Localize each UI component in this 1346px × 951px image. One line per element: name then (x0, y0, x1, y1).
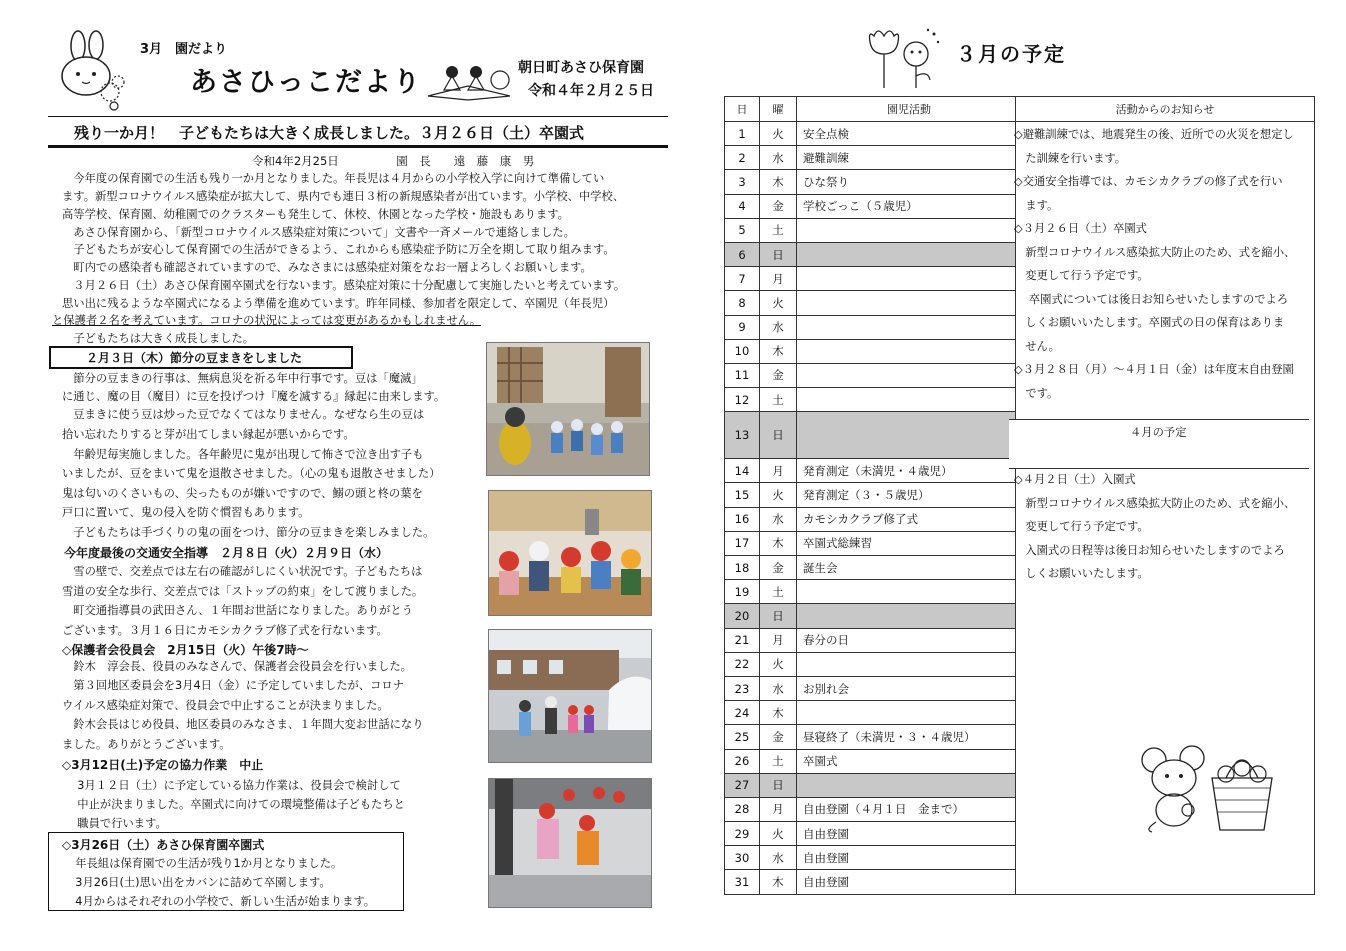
coop-line: 職員で行います。 (66, 817, 167, 830)
march-note-line: です。 (1014, 386, 1059, 400)
row-activity (797, 218, 1016, 242)
row-weekday: 日 (760, 773, 797, 797)
row-weekday: 水 (760, 846, 797, 870)
intro-line: 今年度の保育園での生活も残り一か月となりました。年長児は４月からの小学校入学に向けて準備してい (62, 172, 605, 185)
intro-line: ３月２６日（土）あさひ保育園卒園式を行ないます。感染症対策に十分配慮して実施したいと考えています。 (62, 279, 626, 292)
row-weekday: 金 (760, 556, 797, 580)
row-day: 11 (725, 363, 760, 387)
row-weekday: 火 (760, 122, 797, 146)
march-note-line: せん。 (1014, 339, 1060, 353)
row-activity: 発育測定（未満児・４歳児） (797, 459, 1016, 483)
graduation-line: 4月からはそれぞれの小学校で、新しい生活が始まります。 (64, 895, 376, 908)
mamemaki-title: ２月３日（木）節分の豆まきをしました (86, 351, 303, 365)
intro-line: 子どもたちは大きく成長しました。 (62, 332, 255, 345)
row-weekday: 火 (760, 483, 797, 507)
april-note-line: 入園式の日程等は後日お知らせいたしますのでよろ (1014, 543, 1285, 557)
row-weekday: 月 (760, 797, 797, 821)
intro-line: ます。新型コロナウイルス感染症が拡大して、県内でも連日３桁の新規感染者が出ています。小学校、中学校、 (62, 190, 625, 203)
header-activity: 園児活動 (797, 97, 1016, 122)
april-notes (1014, 468, 1295, 586)
row-activity: 発育測定（３・５歳児） (797, 483, 1016, 507)
month-label: 3月 園だより (140, 42, 228, 57)
graduation-title: ◇3月26日（土）あさひ保育園卒園式 (62, 838, 265, 852)
row-day: 12 (725, 388, 760, 412)
row-activity: 昼寝終了（未満児・３・４歳児） (797, 725, 1016, 749)
march-note-line: ◇３月２６日（土）卒園式 (1014, 222, 1147, 235)
row-activity: 春分の日 (797, 628, 1016, 652)
row-weekday: 火 (760, 652, 797, 676)
march-note-line: 変更して行う予定です。 (1014, 269, 1149, 282)
row-activity: 避難訓練 (797, 146, 1016, 170)
traffic-safety-photo (488, 629, 652, 763)
flower-illustration (864, 24, 944, 92)
march-note-line: ◇交通安全指導では、カモシカクラブの修了式を行い (1014, 175, 1283, 188)
row-day: 9 (725, 315, 760, 339)
row-day: 29 (725, 822, 760, 846)
issue-date: 令和４年２月２５日 (528, 83, 654, 99)
row-day: 31 (725, 870, 760, 894)
row-day: 30 (725, 846, 760, 870)
row-weekday: 土 (760, 388, 797, 412)
mamemaki-line: 節分の豆まきの行事は、無病息災を祈る年中行事です。豆は「魔滅」 (62, 372, 423, 385)
row-weekday: 日 (760, 604, 797, 628)
april-note-line: 新型コロナウイルス感染拡大防止のため、式を縮小、 (1014, 496, 1296, 510)
row-day: 28 (725, 797, 760, 821)
row-day: 22 (725, 652, 760, 676)
row-weekday: 水 (760, 507, 797, 531)
row-weekday: 木 (760, 170, 797, 194)
mamemaki-line: 戸口に置いて、鬼の侵入を防ぐ慣習もあります。 (62, 506, 310, 519)
row-day: 20 (725, 604, 760, 628)
march-notes (1014, 123, 1295, 405)
row-activity (797, 412, 1016, 459)
header-day: 日 (725, 97, 760, 122)
organization-name: 朝日町あさひ保育園 (518, 60, 644, 76)
mamemaki-line: 拾い忘れたりすると芽が出てしまい縁起が悪いからです。 (62, 428, 355, 441)
row-weekday: 金 (760, 725, 797, 749)
coop-line: 中止が決まりました。卒園式に向けての環境整備は子どもたちと (66, 798, 405, 811)
row-activity (797, 652, 1016, 676)
row-day: 10 (725, 339, 760, 363)
row-weekday: 土 (760, 580, 797, 604)
april-note-line: しくお願いいたします。 (1014, 567, 1149, 580)
guardian-line: ました。ありがとうございます。 (62, 738, 231, 751)
april-note-line: ◇４月２日（土）入園式 (1014, 473, 1136, 486)
row-day: 16 (725, 507, 760, 531)
april-note-line: 変更して行う予定です。 (1014, 520, 1149, 533)
traffic-line: 町交通指導員の武田さん、１年間お世話になりました。ありがとう (62, 604, 413, 617)
guardian-line: ウイルス感染症対策で、役員会で中止することが決まりました。 (62, 699, 389, 712)
row-day: 27 (725, 773, 760, 797)
april-title: ４月の予定 (1130, 426, 1187, 439)
row-activity: 自由登園（４月１日 金まで） (797, 797, 1016, 821)
row-day: 3 (725, 170, 760, 194)
row-weekday: 水 (760, 146, 797, 170)
intro-line: 思い出に残るような卒園式になるよう準備を進めています。昨年同様、参加者を限定して、卒園児（年長児） (62, 297, 615, 310)
intro-line: あさひ保育園から、「新型コロナウイルス感染症対策について」文書や一斉メールで連絡しました。 (62, 226, 575, 239)
row-day: 6 (725, 242, 760, 266)
row-weekday: 土 (760, 218, 797, 242)
row-day: 24 (725, 701, 760, 725)
byline: 令和4年2月25日 園 長 遠 藤 康 男 (252, 154, 535, 168)
row-activity (797, 388, 1016, 412)
row-activity: 安全点検 (797, 122, 1016, 146)
row-activity (797, 315, 1016, 339)
march-note-line: 新型コロナウイルス感染拡大防止のため、式を縮小、 (1014, 245, 1296, 259)
rabbit-illustration (54, 30, 132, 112)
row-weekday: 木 (760, 701, 797, 725)
traffic-title: 今年度最後の交通安全指導 ２月８日（火）２月９日（水） (64, 546, 389, 560)
headline: 残り一か月！ 子どもたちは大きく成長しました。３月２６日（土）卒園式 (74, 124, 585, 142)
row-weekday: 木 (760, 531, 797, 555)
row-activity (797, 242, 1016, 266)
intro-line: 子どもたちが安心して保育園での生活ができるよう、これからも感染症予防に万全を期して取り組みます。 (62, 243, 615, 256)
hina-doll-illustration (424, 58, 514, 102)
graduation-line: 年長組は保育園での生活が残り1か月となりました。 (64, 857, 343, 870)
row-activity (797, 363, 1016, 387)
row-day: 19 (725, 580, 760, 604)
row-day: 5 (725, 218, 760, 242)
row-day: 1 (725, 122, 760, 146)
row-activity (797, 604, 1016, 628)
table-header-row (725, 97, 1315, 122)
coop-line: 3月１２日（土）に予定している協力作業は、役員会で検討して (66, 779, 401, 792)
row-activity: 卒園式 (797, 749, 1016, 773)
row-weekday: 月 (760, 459, 797, 483)
row-activity: 誕生会 (797, 556, 1016, 580)
row-weekday: 日 (760, 242, 797, 266)
row-activity: お別れ会 (797, 676, 1016, 700)
graduation-line: 3月26日(土)思い出をカバンに詰めて卒園します。 (64, 876, 331, 889)
row-weekday: 火 (760, 822, 797, 846)
row-activity: 自由登園 (797, 846, 1016, 870)
guardian-line: 第３回地区委員会を3月4日（金）に予定していましたが、コロナ (62, 679, 404, 692)
row-activity (797, 773, 1016, 797)
mamemaki-line: に通じ、魔の目（魔目）に豆を投げつけ『魔を滅する』縁起に由来します。 (62, 390, 446, 403)
row-activity: 卒園式総練習 (797, 531, 1016, 555)
schedule-title: ３月の予定 (956, 42, 1066, 66)
row-activity (797, 339, 1016, 363)
traffic-line: 雪の壁で、交差点では左右の確認がしにくい状況です。子どもたちは (62, 565, 423, 578)
traffic-line: ございます。３月１６日にカモシカクラブ修了式を行ないます。 (62, 624, 388, 637)
coop-title: ◇3月12日(土)予定の協力作業 中止 (62, 758, 264, 772)
march-note-line: ◇避難訓練では、地震発生の後、近所での火災を想定し (1014, 128, 1294, 141)
march-note-line: ◇３月２８日（月）～４月１日（金）は年度末自由登園 (1014, 363, 1294, 376)
march-note-line: しくお願いいたします。卒園式の日の保育はありま (1014, 316, 1285, 329)
row-day: 4 (725, 194, 760, 218)
row-day: 15 (725, 483, 760, 507)
row-weekday: 土 (760, 749, 797, 773)
row-day: 8 (725, 291, 760, 315)
row-weekday: 日 (760, 412, 797, 459)
walking-children-photo (488, 778, 652, 908)
mamemaki-line: 豆まきに使う豆は炒った豆でなくてはなりません。なぜなら生の豆は (62, 408, 425, 421)
newsletter-title: あさひっこだより (190, 67, 422, 98)
march-note-line: た訓練を行います。 (1014, 151, 1127, 165)
header-notices: 活動からのお知らせ (1016, 97, 1315, 122)
row-weekday: 月 (760, 628, 797, 652)
march-note-line: ます。 (1014, 198, 1059, 212)
row-weekday: 火 (760, 291, 797, 315)
intro-line: 町内での感染者も確認されていますので、みなさまには感染症対策をなお一層よろしくお願いします。 (62, 261, 592, 274)
mamemaki-line: 鬼は匂いのくさいもの、尖ったものが嫌いですので、鰯の頭と柊の葉を (62, 487, 423, 500)
row-day: 21 (725, 628, 760, 652)
row-activity (797, 291, 1016, 315)
row-activity (797, 580, 1016, 604)
row-activity (797, 701, 1016, 725)
row-weekday: 木 (760, 870, 797, 894)
row-activity (797, 267, 1016, 291)
row-weekday: 月 (760, 267, 797, 291)
row-activity: 学校ごっこ（５歳児） (797, 194, 1016, 218)
guardian-title: ◇保護者会役員会 2月15日（火）午後7時～ (62, 643, 309, 657)
march-note-line: 卒園式については後日お知らせいたしますのでよろ (1014, 292, 1289, 306)
header-weekday: 曜 (760, 97, 797, 122)
row-activity: カモシカクラブ修了式 (797, 507, 1016, 531)
row-day: 13 (725, 412, 760, 459)
row-day: 25 (725, 725, 760, 749)
row-weekday: 水 (760, 315, 797, 339)
intro-line: と保護者２名を考えています。コロナの状況によっては変更があるかもしれません。 (52, 314, 482, 327)
row-weekday: 水 (760, 676, 797, 700)
row-day: 17 (725, 531, 760, 555)
row-day: 23 (725, 676, 760, 700)
mamemaki-line: 年齢児毎実施しました。各年齢児に鬼が出現して怖さで泣き出す子も (62, 448, 424, 461)
row-day: 7 (725, 267, 760, 291)
intro-line: 高等学校、保育園、幼稚園でのクラスターも発生して、休校、休園となった学校・施設もあります。 (62, 208, 569, 221)
mamemaki-line: 子どもたちは手づくりの鬼の面をつけ、節分の豆まきを楽しみました。 (62, 526, 435, 539)
row-day: 18 (725, 556, 760, 580)
row-activity: 自由登園 (797, 870, 1016, 894)
guardian-line: 鈴木 淳会長、役員のみなさんで、保護者会役員会を行いました。 (62, 660, 412, 673)
mamemaki-line: いましたが、豆をまいて鬼を退散させました。（心の鬼も退散させました） (62, 467, 441, 480)
row-activity: ひな祭り (797, 170, 1016, 194)
row-day: 2 (725, 146, 760, 170)
row-day: 26 (725, 749, 760, 773)
row-weekday: 金 (760, 363, 797, 387)
row-weekday: 木 (760, 339, 797, 363)
traffic-line: 雪道の安全な歩行、交差点では「ストップの約束」をして渡りました。 (62, 585, 424, 598)
row-day: 14 (725, 459, 760, 483)
row-weekday: 金 (760, 194, 797, 218)
row-activity: 自由登園 (797, 822, 1016, 846)
guardian-line: 鈴木会長はじめ役員、地区委員のみなさま、１年間大変お世話になり (62, 718, 424, 731)
oni-mask-photo (488, 490, 652, 616)
mamemaki-photo (486, 342, 650, 476)
